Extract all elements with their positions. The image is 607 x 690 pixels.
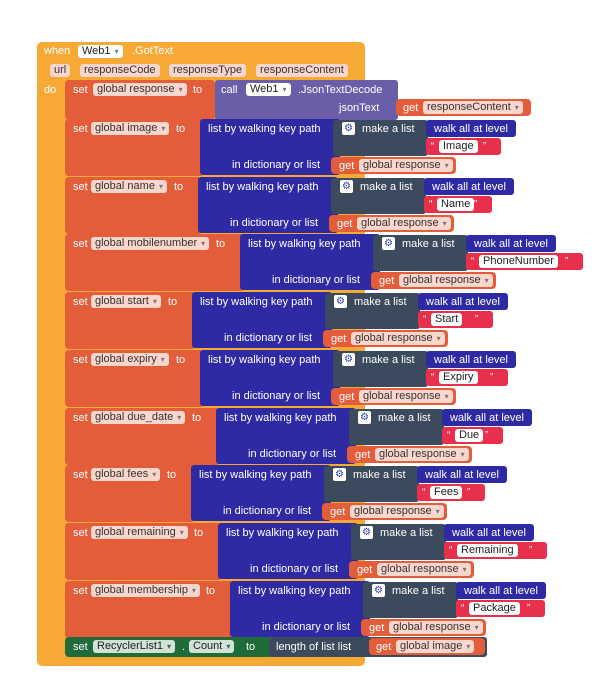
text-value[interactable]: PhoneNumber — [479, 255, 558, 268]
get-var-name: global response — [363, 390, 441, 402]
in-dict-label: in dictionary or list — [230, 217, 319, 229]
get-label: get — [339, 160, 355, 172]
var-dropdown[interactable] — [91, 468, 160, 481]
last-get-var-dropdown[interactable] — [396, 640, 474, 653]
set-label: set — [73, 296, 88, 308]
last-get-var-name: global image — [400, 640, 463, 652]
make-list-label: make a list — [360, 181, 413, 193]
dropdown-arrow-icon: ▾ — [466, 642, 471, 651]
close-quote: ” — [529, 545, 533, 556]
get-var-dropdown[interactable] — [423, 101, 523, 114]
param-responseCode[interactable]: responseCode — [80, 64, 160, 77]
var-dropdown[interactable] — [91, 180, 167, 193]
open-quote: “ — [461, 603, 465, 614]
dropdown-arrow-icon: ▾ — [484, 276, 489, 285]
get-var-dropdown[interactable] — [350, 505, 444, 518]
get-var-dropdown[interactable] — [399, 274, 493, 287]
to-label: to — [193, 84, 203, 96]
length-label: length of list list — [276, 641, 352, 653]
gear-icon[interactable]: ⚙ — [342, 353, 355, 366]
in-dict-label: in dictionary or list — [224, 332, 313, 344]
gear-icon[interactable]: ⚙ — [372, 584, 385, 597]
text-value[interactable]: Remaining — [457, 544, 518, 557]
get-var-dropdown[interactable] — [377, 563, 471, 576]
in-dict-label: in dictionary or list — [272, 274, 361, 286]
set-label: set — [73, 181, 88, 193]
var-dropdown[interactable] — [93, 83, 187, 96]
to-label: to — [168, 296, 178, 308]
property-name: Count — [193, 640, 223, 652]
text-value[interactable]: Expiry — [439, 371, 478, 384]
make-list-label: make a list — [392, 585, 445, 597]
var-name: global fees — [95, 468, 149, 480]
var-dropdown[interactable] — [91, 237, 209, 250]
get-var-dropdown[interactable] — [389, 621, 483, 634]
set-label: set — [73, 469, 88, 481]
walk-label: list by walking key path — [224, 412, 337, 424]
to-label: to — [174, 181, 184, 193]
get-var-name: global response — [393, 621, 471, 633]
last-to-label: to — [246, 641, 256, 653]
dropdown-arrow-icon: ▾ — [152, 470, 157, 479]
get-label: get — [357, 564, 373, 576]
event-name: .GotText — [132, 45, 173, 57]
gear-icon[interactable]: ⚙ — [334, 295, 347, 308]
make-list-label: make a list — [354, 296, 407, 308]
close-quote: ” — [474, 199, 478, 210]
in-dict-label: in dictionary or list — [248, 448, 337, 460]
walk-label: list by walking key path — [200, 296, 313, 308]
method-label: .JsonTextDecode — [298, 84, 383, 96]
get-var-name: global response — [379, 448, 457, 460]
close-quote: ” — [565, 256, 569, 267]
var-dropdown[interactable] — [91, 526, 188, 539]
make-list-label: make a list — [402, 238, 455, 250]
to-label: to — [192, 412, 202, 424]
in-dict-label: in dictionary or list — [232, 159, 321, 171]
dropdown-arrow-icon: ▾ — [474, 623, 479, 632]
gear-icon[interactable]: ⚙ — [340, 180, 353, 193]
make-list-label: make a list — [380, 527, 433, 539]
get-var-dropdown[interactable] — [357, 217, 451, 230]
gear-icon[interactable]: ⚙ — [358, 411, 371, 424]
set-label: set — [73, 123, 88, 135]
get-var-name: responseContent — [427, 101, 511, 113]
text-value[interactable]: Fees — [430, 486, 462, 499]
open-quote: “ — [471, 256, 475, 267]
var-name: global due_date — [95, 411, 174, 423]
get-var-name: global response — [363, 159, 441, 171]
recycler-component-dropdown[interactable] — [93, 640, 175, 653]
dropdown-arrow-icon: ▾ — [444, 392, 449, 401]
close-quote: ” — [490, 372, 494, 383]
get-var-dropdown[interactable] — [375, 448, 469, 461]
to-label: to — [216, 238, 226, 250]
walk-all-label: walk all at level — [432, 181, 506, 193]
call-component-dropdown[interactable] — [246, 83, 291, 96]
walk-all-label: walk all at level — [452, 527, 526, 539]
get-var-name: global response — [354, 505, 432, 517]
dropdown-arrow-icon: ▾ — [444, 161, 449, 170]
dropdown-arrow-icon: ▾ — [152, 297, 157, 306]
get-var-name: global response — [361, 217, 439, 229]
call-label: call — [221, 84, 238, 96]
to-label: to — [167, 469, 177, 481]
var-name: global expiry — [95, 353, 157, 365]
dropdown-arrow-icon: ▾ — [226, 642, 231, 651]
make-list-label: make a list — [362, 123, 415, 135]
call-component-name: Web1 — [250, 83, 279, 95]
get-var-dropdown[interactable] — [351, 332, 445, 345]
get-label: get — [369, 622, 385, 634]
close-quote: ” — [467, 487, 471, 498]
get-label: get — [337, 218, 353, 230]
open-quote: “ — [429, 199, 433, 210]
var-name: global image — [95, 122, 158, 134]
walk-all-label: walk all at level — [434, 123, 508, 135]
dropdown-arrow-icon: ▾ — [436, 334, 441, 343]
var-name: global start — [95, 295, 149, 307]
dropdown-arrow-icon: ▾ — [435, 507, 440, 516]
make-list-label: make a list — [353, 469, 406, 481]
var-name: global name — [95, 180, 155, 192]
jsontext-label: jsonText — [339, 102, 380, 114]
set-label: set — [73, 238, 88, 250]
close-quote: ” — [485, 430, 489, 441]
set-label: set — [73, 412, 88, 424]
component-dropdown[interactable] — [78, 45, 123, 58]
open-quote: “ — [423, 314, 427, 325]
walk-all-label: walk all at level — [464, 585, 538, 597]
gear-icon[interactable]: ⚙ — [382, 237, 395, 250]
to-label: to — [206, 585, 216, 597]
walk-all-label: walk all at level — [425, 469, 499, 481]
component-name: Web1 — [82, 45, 111, 57]
dropdown-arrow-icon: ▾ — [160, 355, 165, 364]
dropdown-arrow-icon: ▾ — [201, 239, 206, 248]
dropdown-arrow-icon: ▾ — [514, 103, 519, 112]
walk-all-label: walk all at level — [474, 238, 548, 250]
walk-all-label: walk all at level — [426, 296, 500, 308]
get-var-dropdown[interactable] — [359, 159, 453, 172]
walk-all-label: walk all at level — [450, 412, 524, 424]
when-label: when — [44, 45, 71, 57]
gear-icon[interactable]: ⚙ — [333, 468, 346, 481]
walk-label: list by walking key path — [226, 527, 339, 539]
get-label: get — [403, 102, 419, 114]
get-label: get — [339, 391, 355, 403]
dot-label: . — [182, 641, 186, 653]
var-dropdown[interactable] — [91, 353, 169, 366]
close-quote: ” — [475, 314, 479, 325]
dropdown-arrow-icon: ▾ — [191, 586, 196, 595]
text-value[interactable]: Name — [437, 198, 474, 211]
dropdown-arrow-icon: ▾ — [460, 450, 465, 459]
var-dropdown[interactable] — [91, 295, 161, 308]
get-label: get — [331, 333, 347, 345]
get-var-name: global response — [403, 274, 481, 286]
text-value[interactable]: Image — [439, 140, 478, 153]
close-quote: ” — [483, 141, 487, 152]
walk-label: list by walking key path — [206, 181, 319, 193]
var-dropdown[interactable] — [91, 411, 185, 424]
var-name: global response — [97, 83, 175, 95]
to-label: to — [176, 354, 186, 366]
open-quote: “ — [449, 545, 453, 556]
open-quote: “ — [431, 372, 435, 383]
set-label: set — [73, 527, 88, 539]
dropdown-arrow-icon: ▾ — [177, 413, 182, 422]
var-dropdown[interactable] — [91, 122, 169, 135]
dropdown-arrow-icon: ▾ — [282, 85, 287, 94]
gear-icon[interactable]: ⚙ — [360, 526, 373, 539]
gear-icon[interactable]: ⚙ — [342, 122, 355, 135]
walk-label: list by walking key path — [208, 354, 321, 366]
param-responseContent[interactable]: responseContent — [256, 64, 348, 77]
walk-label: list by walking key path — [238, 585, 351, 597]
text-value[interactable]: Start — [431, 313, 462, 326]
set-label: set — [73, 585, 88, 597]
text-value[interactable]: Package — [469, 602, 520, 615]
make-list-label: make a list — [378, 412, 431, 424]
to-label: to — [194, 527, 204, 539]
get-var-name: global response — [355, 332, 433, 344]
in-dict-label: in dictionary or list — [250, 563, 339, 575]
in-dict-label: in dictionary or list — [223, 505, 312, 517]
param-url[interactable]: url — [50, 64, 70, 77]
dropdown-arrow-icon: ▾ — [462, 565, 467, 574]
dropdown-arrow-icon: ▾ — [167, 642, 172, 651]
walk-label: list by walking key path — [248, 238, 361, 250]
walk-label: list by walking key path — [199, 469, 312, 481]
recycler-component-name: RecyclerList1 — [97, 640, 164, 652]
dropdown-arrow-icon: ▾ — [114, 47, 119, 56]
var-dropdown[interactable] — [91, 584, 200, 597]
walk-label: list by walking key path — [208, 123, 321, 135]
dropdown-arrow-icon: ▾ — [178, 85, 183, 94]
last-set-label: set — [73, 641, 88, 653]
get-label: get — [355, 449, 371, 461]
get-var-name: global response — [381, 563, 459, 575]
open-quote: “ — [422, 487, 426, 498]
get-label: get — [330, 506, 346, 518]
dropdown-arrow-icon: ▾ — [179, 528, 184, 537]
set-label: set — [73, 84, 88, 96]
walk-all-label: walk all at level — [434, 354, 508, 366]
open-quote: “ — [431, 141, 435, 152]
dropdown-arrow-icon: ▾ — [161, 124, 166, 133]
param-responseType[interactable]: responseType — [169, 64, 246, 77]
set-label: set — [73, 354, 88, 366]
property-dropdown[interactable] — [189, 640, 234, 653]
do-label: do — [44, 84, 57, 96]
dropdown-arrow-icon: ▾ — [442, 219, 447, 228]
var-name: global membership — [95, 584, 188, 596]
in-dict-label: in dictionary or list — [232, 390, 321, 402]
last-get-label: get — [376, 641, 392, 653]
close-quote: ” — [527, 603, 531, 614]
var-name: global remaining — [95, 526, 176, 538]
in-dict-label: in dictionary or list — [262, 621, 351, 633]
to-label: to — [176, 123, 186, 135]
get-label: get — [379, 275, 395, 287]
open-quote: “ — [447, 430, 451, 441]
get-var-dropdown[interactable] — [359, 390, 453, 403]
text-value[interactable]: Due — [455, 429, 483, 442]
var-name: global mobilenumber — [95, 237, 198, 249]
make-list-label: make a list — [362, 354, 415, 366]
dropdown-arrow-icon: ▾ — [158, 182, 163, 191]
